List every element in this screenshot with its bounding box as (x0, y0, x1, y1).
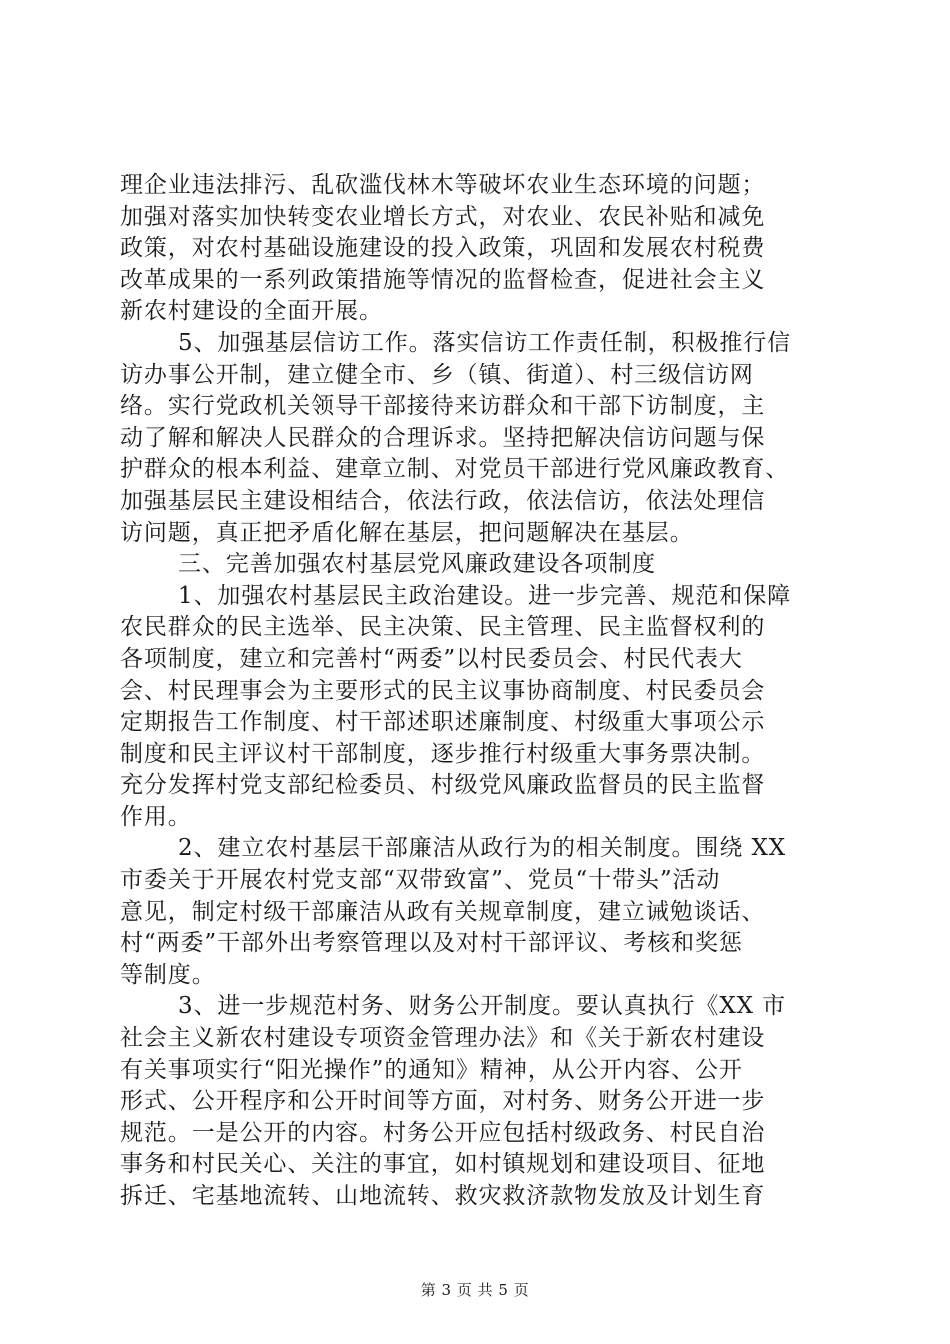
text-line: 改革成果的一系列政策措施等情况的监督检查，促进社会主义 (120, 266, 766, 293)
page-footer: 第 3 页 共 5 页 (420, 1281, 530, 1299)
text-line: 政策，对农村基础设施建设的投入政策，巩固和发展农村税费 (120, 235, 766, 262)
text-line: 访办事公开制，建立健全市、乡（镇、街道）、村三级信访网 (120, 361, 754, 388)
text-line: 形式、公开程序和公开时间等方面，对村务、财务公开进一步 (120, 1088, 766, 1115)
text-line: 1、加强农村基层民主政治建设。进一步完善、规范和保障 (178, 582, 792, 609)
text-line: 理企业违法排污、乱砍滥伐林木等破坏农业生态环境的问题； (120, 172, 766, 198)
text-line: 加强对落实加快转变农业增长方式，对农业、农民补贴和减免 (120, 203, 766, 230)
text-line: 3、进一步规范村务、财务公开制度。要认真执行《XX 市 (178, 993, 786, 1020)
text-line: 络。实行党政机关领导干部接待来访群众和干部下访制度，主 (120, 393, 766, 420)
text-line: 有关事项实行“阳光操作”的通知》精神，从公开内容、公开 (120, 1056, 743, 1083)
text-line: 访问题，真正把矛盾化解在基层，把问题解决在基层。 (120, 519, 694, 546)
text-line: 各项制度，建立和完善村“两委”以村民委员会、村民代表大 (120, 645, 743, 672)
text-line: 农民群众的民主选举、民主决策、民主管理、民主监督权利的 (120, 614, 766, 641)
text-line: 制度和民主评议村干部制度，逐步推行村级重大事务票决制。 (120, 740, 766, 767)
text-line: 市委关于开展农村党支部“双带致富”、党员“十带头”活动 (120, 867, 721, 894)
text-line: 村“两委”干部外出考察管理以及对村干部评议、考核和奖惩 (120, 930, 743, 957)
document-body (120, 170, 840, 1213)
text-line: 事务和村民关心、关注的事宜，如村镇规划和建设项目、征地 (120, 1151, 766, 1178)
text-line: 等制度。 (120, 961, 216, 988)
text-line: 作用。 (120, 803, 192, 830)
text-line: 5、加强基层信访工作。落实信访工作责任制，积极推行信 (178, 329, 792, 356)
text-line: 规范。一是公开的内容。村务公开应包括村级政务、村民自治 (120, 1119, 766, 1146)
text-line: 新农村建设的全面开展。 (120, 298, 383, 325)
text-line: 动了解和解决人民群众的合理诉求。坚持把解决信访问题与保 (120, 424, 766, 451)
text-line: 意见，制定村级干部廉洁从政有关规章制度，建立诫勉谈话、 (120, 898, 766, 925)
text-line: 2、建立农村基层干部廉洁从政行为的相关制度。围绕 XX (178, 835, 786, 862)
text-line: 加强基层民主建设相结合，依法行政，依法信访，依法处理信 (120, 487, 766, 514)
text-line: 定期报告工作制度、村干部述职述廉制度、村级重大事项公示 (120, 709, 766, 736)
text-line: 护群众的根本利益、建章立制、对党员干部进行党风廉政教育、 (120, 456, 790, 483)
text-line: 三、完善加强农村基层党风廉政建设各项制度 (178, 551, 656, 578)
text-line: 会、村民理事会为主要形式的民主议事协商制度、村民委员会 (120, 677, 766, 704)
text-line: 充分发挥村党支部纪检委员、村级党风廉政监督员的民主监督 (120, 772, 766, 799)
text-line: 社会主义新农村建设专项资金管理办法》和《关于新农村建设 (120, 1025, 766, 1052)
text-line: 拆迁、宅基地流转、山地流转、救灾救济款物发放及计划生育 (120, 1183, 766, 1209)
